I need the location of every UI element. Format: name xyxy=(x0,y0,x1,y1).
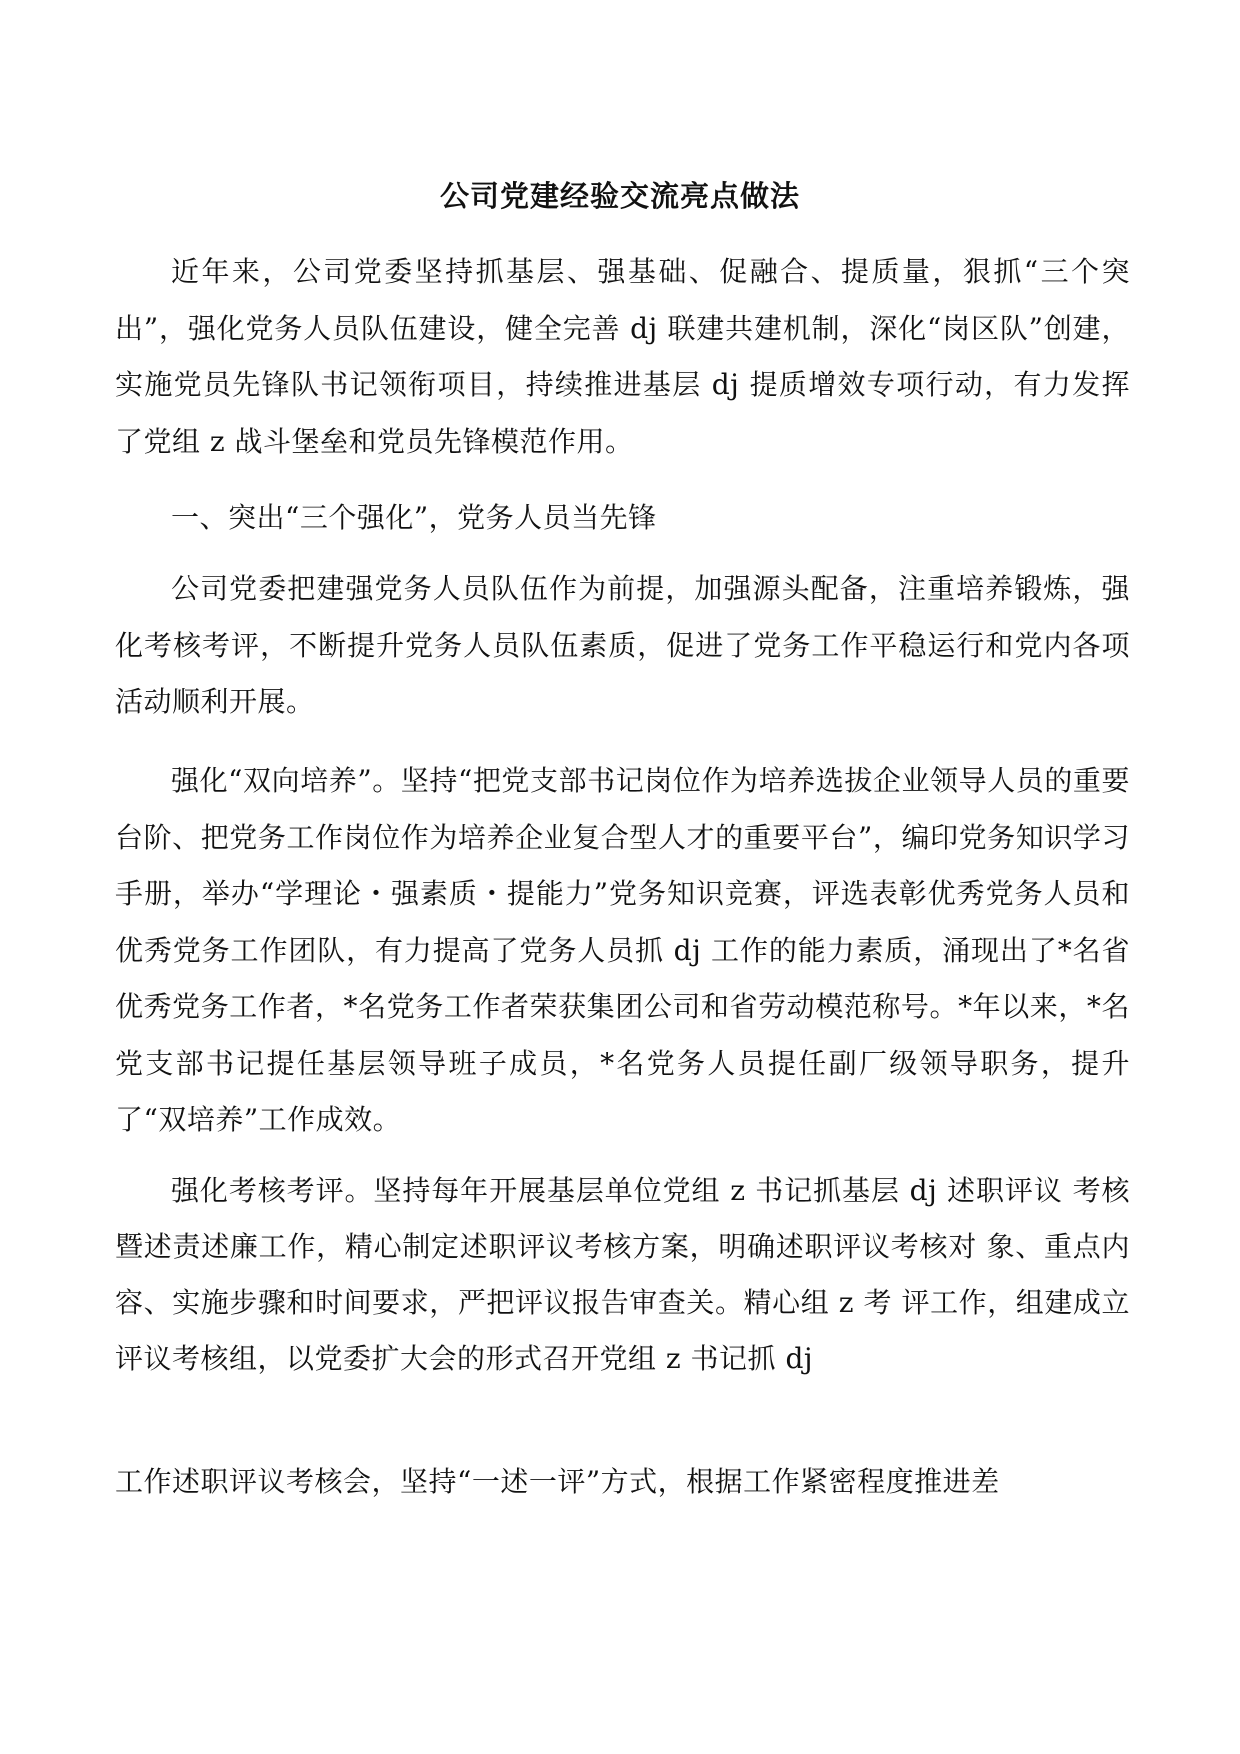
training-paragraph: 强化“双向培养”。坚持“把党支部书记岗位作为培养选拔企业领导人员的重要台阶、把党务工作岗位作为培养企业复合型人才的重要平台”，编印党务知识学习手册，举办“学理论・强素质・提能力”党务知识竞赛，评选表彰优秀党务人员和优秀党务工作团队，有力提高了党务人员抓 dj 工作的能力素质，涌现出了*名省优秀党务工作者，*名党务工作者荣获集团公司和省劳动模范称号。*年以来，*名党支部书记提任基层领导班子成员，*名党务人员提任副厂级领导职务，提升了“双培养”工作成效。 xyxy=(115,764,1130,1136)
section-intro-paragraph: 公司党委把建强党务人员队伍作为前提，加强源头配备，注重培养锻炼，强化考核考评，不断提升党务人员队伍素质，促进了党务工作平稳运行和党内各项活动顺利开展。 xyxy=(115,572,1130,718)
intro-paragraph: 近年来，公司党委坚持抓基层、强基础、促融合、提质量，狠抓“三个突出”，强化党务人员队伍建设，健全完善 dj 联建共建机制，深化“岗区队”创建，实施党员先锋队书记领衔项目，持续推进基层 dj 提质增效专项行动，有力发挥了党组 z 战斗堡垒和党员先锋模范作用。 xyxy=(115,255,1130,458)
document-title: 公司党建经验交流亮点做法 xyxy=(439,179,800,213)
assessment-paragraph: 强化考核考评。坚持每年开展基层单位党组 z 书记抓基层 dj 述职评议 考核暨述责述廉工作，精心制定述职评议考核方案，明确述职评议考核对 象、重点内容、实施步骤和时间要求，严把评议报告审查关。精心组 z 考 评工作，组建成立评议考核组，以党委扩大会的形式召开党组 z 书记抓 dj xyxy=(115,1174,1130,1375)
continued-paragraph: 工作述职评议考核会，坚持“一述一评”方式，根据工作紧密程度推进差 xyxy=(115,1465,1000,1498)
section-heading: 一、突出“三个强化”，党务人员当先锋 xyxy=(171,501,657,534)
